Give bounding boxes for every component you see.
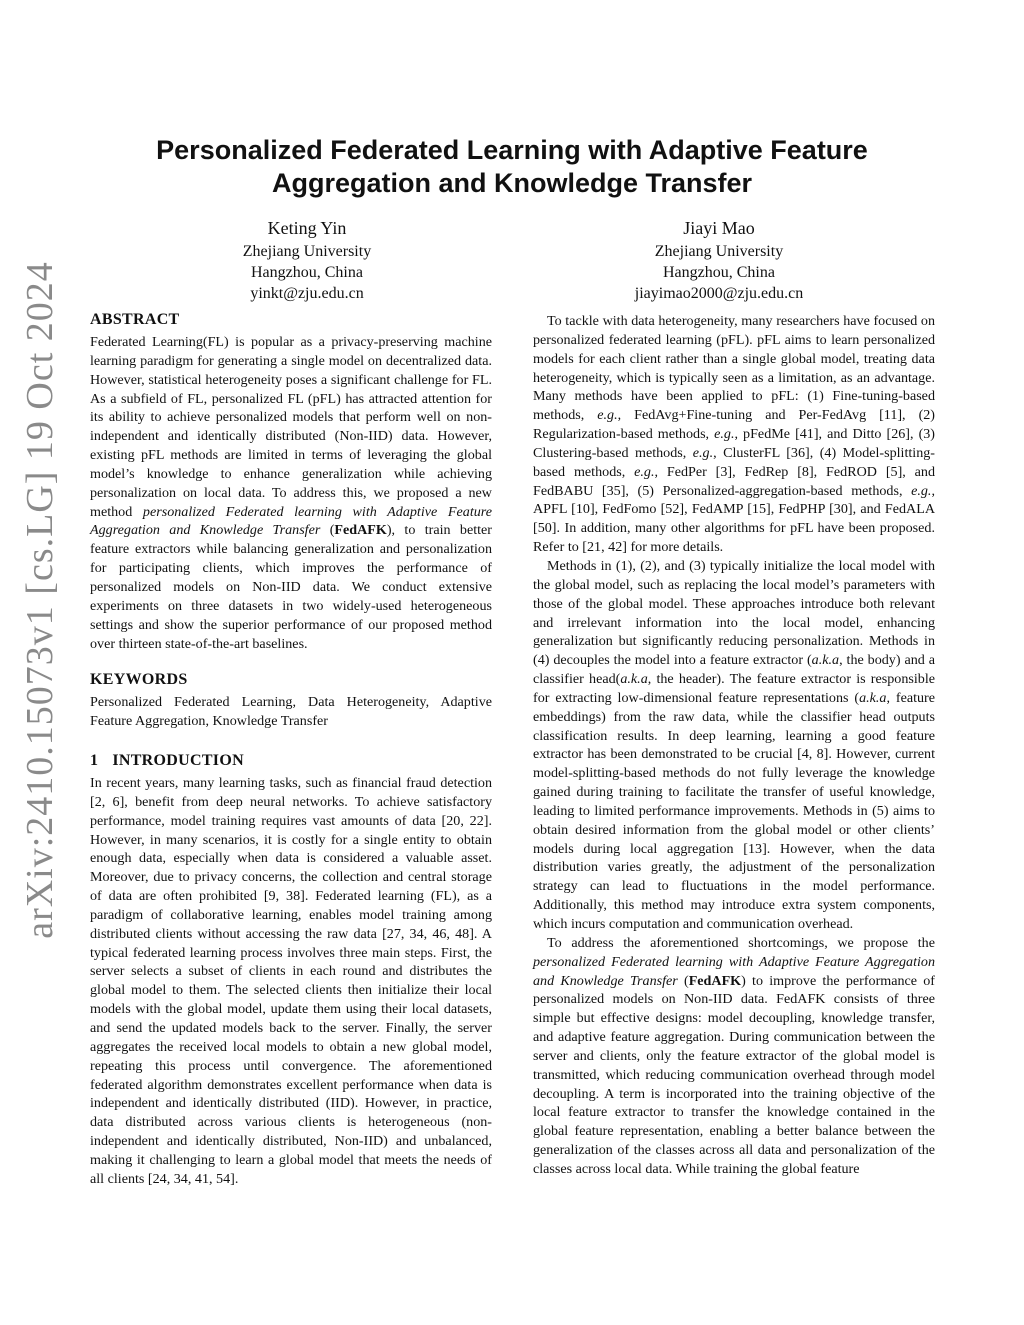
method-acronym: FedAFK [334, 522, 387, 539]
arxiv-identifier: arXiv:2410.15073v1 [cs.LG] 19 Oct 2024 [19, 261, 61, 939]
author-block-1 [97, 216, 517, 304]
arxiv-identifier-stamp [0, 0, 80, 1325]
section-number: 1 [90, 752, 99, 770]
author-affiliation: Zhejiang University [654, 243, 784, 260]
author-location: Hangzhou, China [251, 264, 363, 281]
author-email: jiayimao2000@zju.edu.cn [634, 285, 804, 302]
abstract-text: Federated Learning(FL) is popular as a privacy-preserving machine learning paradigm for generating a single model on decentralized data. However, statistical heterogeneity poses a significant challenge for FL. As a subfield of FL, personalized FL (pFL) has attracted attention for its ability to achieve personalized models that perform well on non-independent and identically distributed (Non-IID) data. However, existing pFL methods are limited in terms of leveraging the global model’s knowledge to enhance generalization while achieving personalization on local data. To address this, we proposed a new method personalized Federated learning with Adaptive Feature Aggregation and Knowledge Transfer (FedAFK), to train better feature extractors while balancing generalization and personalization for participating clients, which improves the performance of personalized models on Non-IID data. We conduct extensive experiments on three datasets in two widely-used heterogeneous settings and show the superior performance of our proposed method over thirteen state-of-the-art baselines. [90, 334, 492, 652]
intro-paragraph-3: Methods in (1), (2), and (3) typically initialize the local model with the global model, such as replacing the local model’s parameters with those of the global model. These approaches introduce both relevant and irrelevant information into the local model, enhancing generalization but significantly reducing personalization. Methods in (4) decouples the model into a feature extractor (a.k.a, the body) and a classifier head(a.k.a, the header). The feature extractor is responsible for extracting low-dimensional feature representations (a.k.a, feature embeddings) from the raw data, while the classifier head outputs classification results. In deep learning, learning a good feature extractor has been demonstrated to be crucial [4, 8]. However, current model-splitting-based methods do not fully leverage the knowledge gained during training to facilitate the transfer of useful knowledge, leading to limited performance improvements. Methods in (5) aims to obtain desired information from the global model or other clients’ models during local aggregation [13]. However, when the data distribution varies greatly, the adjustment of the personalization strategy can lead to fluctuations in the model performance. Additionally, this method may introduce extra system components, which incurs computation and communication overhead. [533, 557, 935, 932]
author-name: Jiayi Mao [683, 218, 755, 238]
keywords-text: Personalized Federated Learning, Data Heterogeneity, Adaptive Feature Aggregation, Knowledge Transfer [90, 694, 492, 730]
keywords-heading: KEYWORDS [90, 671, 188, 689]
left-column [90, 309, 492, 1189]
paper-title [110, 134, 914, 200]
title-line-2: Aggregation and Knowledge Transfer [271, 168, 753, 198]
author-location: Hangzhou, China [663, 264, 775, 281]
abstract-heading: ABSTRACT [90, 311, 180, 328]
author-email: yinkt@zju.edu.cn [250, 285, 364, 302]
section-title: INTRODUCTION [112, 752, 244, 770]
title-line-1: Personalized Federated Learning with Adaptive Feature [156, 135, 868, 165]
author-block-2 [509, 216, 929, 304]
method-name: personalized Federated learning with Adaptive Feature Aggregation and Knowledge Transfer [90, 503, 492, 539]
intro-paragraph-1: In recent years, many learning tasks, such as financial fraud detection [2, 6], benefit from deep neural networks. To achieve satisfactory performance, model training requires vast amounts of data [20, 22]. However, in many scenarios, it is costly for a single entity to obtain enough data, especially when data is considered a valuable asset. Moreover, due to privacy concerns, the collection and central storage of data are often prohibited [9, 38]. Federated learning (FL), as a paradigm of collaborative learning, enables model training among distributed clients without accessing the raw data [27, 34, 46, 48]. A typical federated learning process involves three main steps. First, the server selects a subset of clients in each round and distributes the global model to them. The selected clients then initialize their local models with the global model, update them using their local datasets, and send the updated models back to the server. Finally, the server aggregates the received local models to obtain a new global model, repeating this process until convergence. The aforementioned federated algorithm demonstrates excellent performance when data is independent and identically distributed (IID). However, in practice, data distributed across various clients is heterogeneous (non-independent and identically distributed, Non-IID) and unbalanced, making it challenging to learn a global model that meets the needs of all clients [24, 34, 41, 54]. [90, 775, 492, 1187]
method-acronym: FedAFK [688, 972, 742, 989]
intro-paragraph-2: To tackle with data heterogeneity, many researchers have focused on personalized federated learning (pFL). pFL aims to learn personalized models for each client rather than a single global model, treating data heterogeneity, which is typically seen as a limitation, as an advantage. Many methods have been applied to pFL: (1) Fine-tuning-based methods, e.g., FedAvg+Fine-tuning and Per-FedAvg [11], (2) Regularization-based methods, e.g., pFedMe [41], and Ditto [26], (3) Clustering-based methods, e.g., ClusterFL [36], (4) Model-splitting-based methods, e.g., FedPer [3], FedRep [8], FedROD [5], and FedBABU [35], (5) Personalized-aggregation-based methods, e.g., APFL [10], FedFomo [52], FedAMP [15], FedPHP [30], and FedALA [50]. In addition, many other algorithms for pFL have been proposed. Refer to [21, 42] for more details. [533, 313, 936, 556]
introduction-heading [90, 750, 492, 772]
author-name: Keting Yin [267, 218, 347, 238]
right-column [533, 312, 935, 1179]
intro-paragraph-4: To address the aforementioned shortcomings, we propose the personalized Federated learning with Adaptive Feature Aggregation and Knowledge Transfer (FedAFK) to improve the performance of personalized models on Non-IID data. FedAFK consists of three simple but effective designs: model decoupling, knowledge transfer, and adaptive feature aggregation. During communication between the server and clients, only the feature extractor of the global model is transmitted, which reducing communication overhead through model decoupling. A term is incorporated into the training objective of the local feature extractor to transfer the knowledge contained in the global feature representation, enabling a better balance between the generalization of the classes across all data and personalization of the classes across local data. While training the global feature [533, 934, 936, 1177]
method-name: personalized Federated learning with Adaptive Feature Aggregation and Knowledge Transfer [533, 953, 935, 989]
author-affiliation: Zhejiang University [242, 243, 372, 260]
